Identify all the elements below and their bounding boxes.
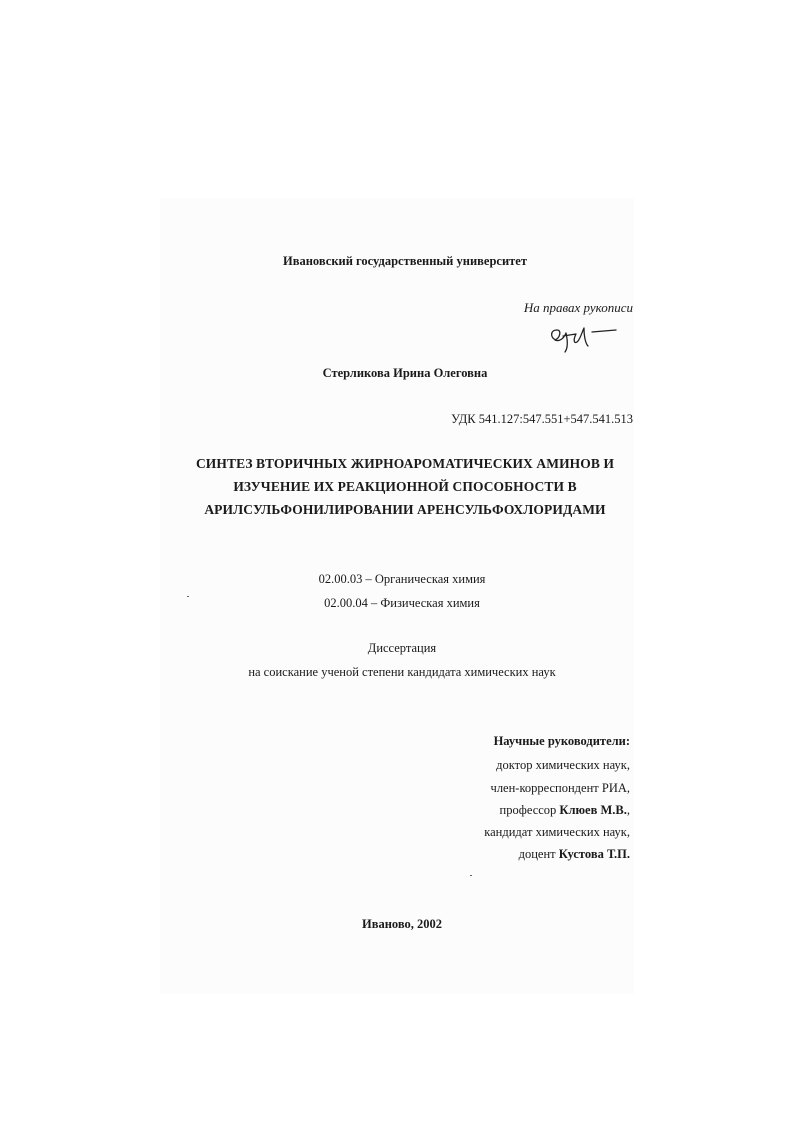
specialty-physical-chemistry: 02.00.04 – Физическая химия: [324, 596, 480, 610]
degree-statement: на соискание ученой степени кандидата химических наук: [248, 665, 556, 679]
title-line: ИЗУЧЕНИЕ ИХ РЕАКЦИОННОЙ СПОСОБНОСТИ В: [233, 479, 577, 494]
advisor-name: Клюев М.В.: [559, 803, 627, 817]
advisor-punctuation: ,: [626, 803, 630, 817]
advisor-title: член-корреспондент РИА,: [490, 781, 630, 795]
udk-code: УДК 541.127:547.551+547.541.513: [451, 412, 633, 426]
advisor-rank: профессор: [499, 803, 560, 817]
co-advisor-degree: кандидат химических наук,: [484, 825, 630, 839]
scan-speck: [187, 596, 189, 597]
advisor-degree: доктор химических наук,: [496, 758, 630, 772]
advisors-heading: Научные руководители:: [493, 734, 630, 748]
title-line: СИНТЕЗ ВТОРИЧНЫХ ЖИРНОАРОМАТИЧЕСКИХ АМИНОВ И: [195, 456, 615, 471]
document-type: Диссертация: [367, 641, 437, 655]
advisor-professor: [500, 803, 630, 818]
specialty-organic-chemistry: 02.00.03 – Органическая химия: [318, 572, 486, 586]
manuscript-rights-note: На правах рукописи: [523, 300, 633, 315]
university-name: Ивановский государственный университет: [283, 254, 527, 268]
title-line: АРИЛСУЛЬФОНИЛИРОВАНИИ АРЕНСУЛЬФОХЛОРИДАМИ: [204, 502, 606, 517]
co-advisor-docent: [519, 847, 630, 862]
co-advisor-name: Кустова Т.П.: [558, 847, 630, 861]
co-advisor-rank: доцент: [518, 847, 559, 861]
city-and-year: Иваново, 2002: [361, 917, 443, 931]
scan-speck: [470, 875, 472, 876]
handwritten-signature: [546, 318, 618, 354]
author-name: Стерликова Ирина Олеговна: [322, 366, 488, 380]
